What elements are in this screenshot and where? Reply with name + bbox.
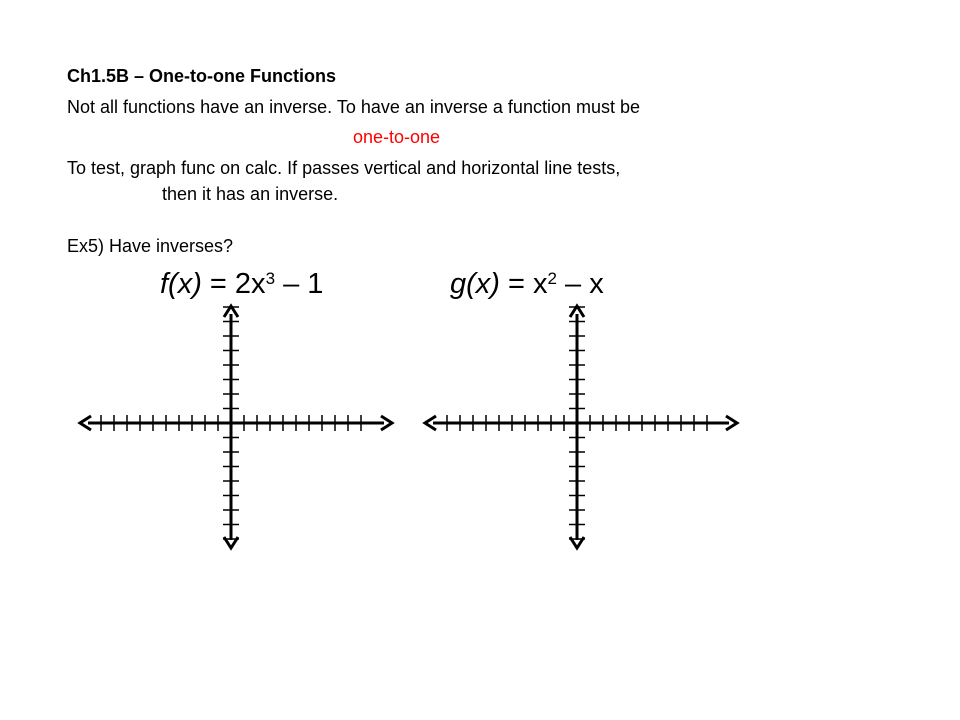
- function-f-name: f(x): [160, 268, 202, 300]
- function-g-tail: – x: [556, 268, 604, 300]
- graph-g-axes: [425, 306, 737, 548]
- graph-f-axes: [80, 306, 392, 548]
- lesson-title: Ch1.5B – One-to-one Functions: [67, 66, 337, 86]
- function-g-exponent: 2: [547, 269, 557, 288]
- test-instruction-line-1: To test, graph func on calc. If passes vertical and horizontal line tests,: [67, 158, 621, 178]
- function-f-exponent: 3: [265, 269, 276, 288]
- function-f-tail: – 1: [275, 268, 324, 300]
- function-g-coef: = x: [499, 268, 548, 300]
- keyword-one-to-one: one-to-one: [353, 127, 441, 147]
- intro-text: Not all functions have an inverse. To have an inverse a function must be: [67, 97, 641, 117]
- function-f-coef: = 2x: [201, 268, 266, 300]
- test-instruction-line-2: then it has an inverse.: [162, 184, 339, 204]
- function-g-name: g(x): [450, 268, 500, 300]
- example-prompt: Ex5) Have inverses?: [67, 236, 234, 256]
